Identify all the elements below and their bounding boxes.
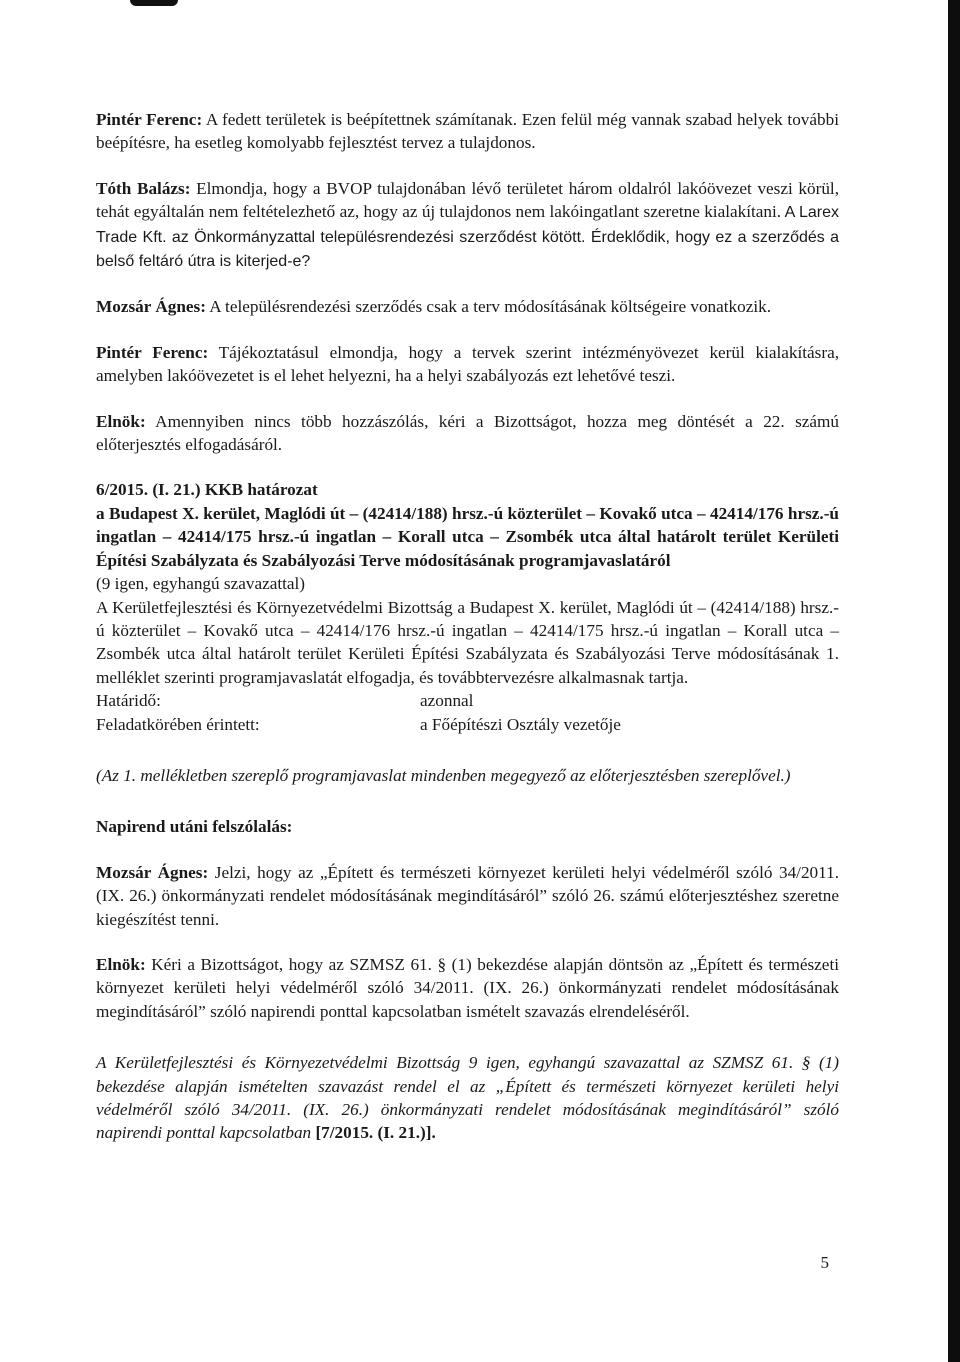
deadline-row bbox=[96, 689, 839, 712]
paragraph-text: Amennyiben nincs több hozzászólás, kéri a Bizottságot, hozza meg döntését a 22. számú előterjesztés elfogadásáról. bbox=[96, 411, 839, 455]
document-body bbox=[96, 108, 839, 1145]
speaker-name: Mozsár Ágnes: bbox=[96, 297, 206, 317]
scan-artifact bbox=[130, 0, 178, 6]
decision-reference: [7/2015. (I. 21.)]. bbox=[311, 1123, 436, 1143]
paragraph-text: Kéri a Bizottságot, hogy az SZMSZ 61. § (1) bekezdése alapján döntsön az „Épített és természeti környezet kerületi helyi védelméről szóló 34/2011. (IX. 26.) önkormányzati rendelet módosításának megindításáról” szóló napirendi ponttal kapcsolatban ismételt szavazás elrendeléséről. bbox=[96, 954, 839, 1021]
paragraph-text: Elmondja, hogy a BVOP tulajdonában lévő területet három oldalról lakóövezet veszi körül, tehát egyáltalán nem feltételezhető az, hogy az új tulajdonos nem lakóingatlant szeretne kialakítani. bbox=[96, 178, 839, 222]
paragraph-text: Jelzi, hogy az „Épített és természeti környezet kerületi helyi védelméről szóló 34/2011. (IX. 26.) önkormányzati rendelet módosításának megindításáról” szóló 26. számú előterjesztéshez szeretne kiegészítést tenni. bbox=[96, 862, 839, 929]
speaker-name: Pintér Ferenc: bbox=[96, 110, 203, 129]
deadline-label: Határidő: bbox=[96, 691, 161, 711]
resolution-title: a Budapest X. kerület, Maglódi út – (42414/188) hrsz.-ú közterület – Kovakő utca – 42414/176 hrsz.-ú ingatlan – 42414/175 hrsz.-ú ingatlan – Korall utca – Zsombék utca által határolt terület Kerületi Építési Szabályzata és Szabályozási Terve módosításának programjavaslatáról bbox=[96, 503, 839, 570]
paragraph-mozsar-2 bbox=[96, 861, 839, 931]
page-edge-bar bbox=[948, 0, 960, 1362]
decision-text: A Kerületfejlesztési és Környezetvédelmi Bizottság 9 igen, egyhangú szavazattal az SZMSZ 61. § (1) bekezdése alapján ismételten szavazást rendel el az „Épített és természeti környezet kerületi helyi védelméről szóló 34/2011. (IX. 26.) önkormányzati rendelet módosításának megindításáról” szóló napirendi ponttal kapcsolatban bbox=[96, 1053, 839, 1143]
decision-paragraph bbox=[96, 1051, 839, 1145]
section-heading: Napirend utáni felszólalás: bbox=[96, 817, 293, 837]
paragraph-pinter-1 bbox=[96, 108, 839, 155]
resolution-vote: (9 igen, egyhangú szavazattal) bbox=[96, 574, 306, 594]
resolution-number: 6/2015. (I. 21.) KKB határozat bbox=[96, 480, 318, 500]
responsible-value: a Főépítészi Osztály vezetője bbox=[420, 714, 621, 734]
speaker-name: Elnök: bbox=[96, 954, 146, 974]
paragraph-toth bbox=[96, 177, 839, 274]
speaker-name: Mozsár Ágnes: bbox=[96, 862, 209, 882]
paragraph-text: Tájékoztatásul elmondja, hogy a tervek szerint intézményövezet kerül kialakításra, amelyben lakóövezetet is el lehet helyezni, ha a helyi szabályozás ezt lehetővé teszi. bbox=[96, 342, 839, 386]
responsible-row bbox=[96, 713, 839, 736]
speaker-name: Pintér Ferenc: bbox=[96, 342, 209, 362]
paragraph-text: A településrendezési szerződés csak a terv módosításának költségeire vonatkozik. bbox=[205, 297, 772, 317]
resolution-body: A Kerületfejlesztési és Környezetvédelmi Bizottság a Budapest X. kerület, Maglódi út – (42414/188) hrsz.-ú közterület – Kovakő utca – 42414/176 hrsz.-ú ingatlan – 42414/175 hrsz.-ú ingatlan – Korall utca – Zsombék utca által határolt terület Kerületi Építési Szabályzata és Szabályozási Terve módosításának 1. melléklet szerinti programjavaslatát elfogadja, és továbbtervezésre alkalmasnak tartja. bbox=[96, 597, 839, 687]
speaker-name: Elnök: bbox=[96, 411, 146, 431]
deadline-value: azonnal bbox=[420, 691, 474, 711]
responsible-label: Feladatkörében érintett: bbox=[96, 714, 260, 734]
page-number: 5 bbox=[820, 1253, 829, 1272]
paragraph-text-sans: A Larex Trade Kft. az Önkormányzattal településrendezési szerződést kötött. Érdeklődik, hogy ez a szerződés a belső feltáró útra is kiterjed-e? bbox=[96, 204, 839, 271]
paragraph-elnok-2 bbox=[96, 953, 839, 1023]
speaker-name: Tóth Balázs: bbox=[96, 178, 191, 198]
resolution-note: (Az 1. mellékletben szereplő programjavaslat mindenben megegyező az előterjesztésben szereplővel.) bbox=[96, 765, 791, 785]
paragraph-pinter-2 bbox=[96, 341, 839, 388]
paragraph-text: A fedett területek is beépítettnek számítanak. Ezen felül még vannak szabad helyek további beépítésre, ha esetleg komolyabb fejlesztést tervez a tulajdonos. bbox=[96, 110, 839, 153]
paragraph-elnok-1 bbox=[96, 410, 839, 457]
paragraph-mozsar-1 bbox=[96, 295, 839, 318]
